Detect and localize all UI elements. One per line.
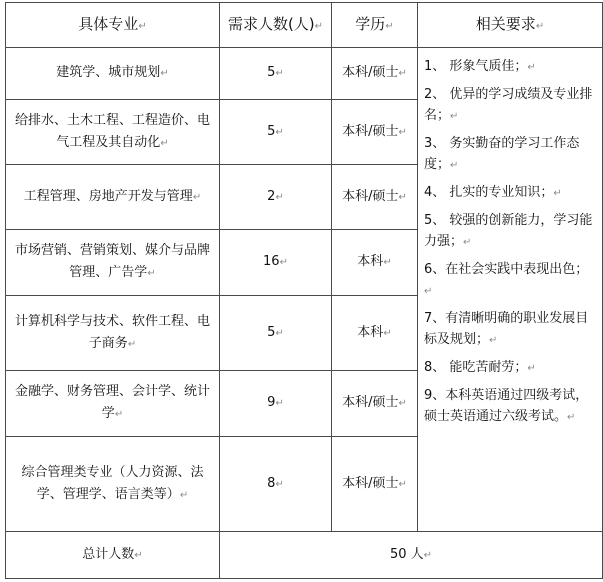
requirement-item: 8、 能吃苦耐劳；↵ <box>424 360 536 375</box>
education-cell: 本科↵ <box>332 230 418 296</box>
count-cell: 5↵ <box>220 100 332 165</box>
requirement-item: 7、有清晰明确的职业发展目标及规划；↵ <box>424 311 589 347</box>
requirement-item: 6、在社会实践中表现出色；↵ <box>424 262 589 297</box>
education-cell: 本科/硕士↵ <box>332 437 418 532</box>
table-row <box>6 48 603 100</box>
education-cell: 本科/硕士↵ <box>332 371 418 437</box>
count-cell: 5↵ <box>220 48 332 100</box>
requirement-item: 4、 扎实的专业知识；↵ <box>424 185 562 200</box>
header-education: 学历↵ <box>332 3 418 48</box>
requirement-item: 2、 优异的学习成绩及专业排名；↵ <box>424 87 593 123</box>
count-cell: 5↵ <box>220 296 332 371</box>
requirements-cell <box>418 48 603 532</box>
education-cell: 本科↵ <box>332 296 418 371</box>
total-label: 总计人数↵ <box>6 532 220 579</box>
count-cell: 9↵ <box>220 371 332 437</box>
requirement-item: 5、 较强的创新能力，学习能力强；↵ <box>424 213 593 249</box>
major-cell: 金融学、财务管理、会计学、统计学↵ <box>6 371 220 437</box>
total-value: 50 人↵ <box>220 532 603 579</box>
count-cell: 16↵ <box>220 230 332 296</box>
header-count: 需求人数(人)↵ <box>220 3 332 48</box>
major-cell: 给排水、土木工程、工程造价、电气工程及其自动化↵ <box>6 100 220 165</box>
header-major: 具体专业↵ <box>6 3 220 48</box>
requirement-item: 1、 形象气质佳；↵ <box>424 59 536 74</box>
education-cell: 本科/硕士↵ <box>332 100 418 165</box>
requirement-item: 9、本科英语通过四级考试，硕士英语通过六级考试。↵ <box>424 388 589 424</box>
education-cell: 本科/硕士↵ <box>332 48 418 100</box>
major-cell: 市场营销、营销策划、媒介与品牌管理、广告学↵ <box>6 230 220 296</box>
header-requirements: 相关要求↵ <box>418 3 603 48</box>
major-cell: 综合管理类专业（人力资源、法学、管理学、语言类等）↵ <box>6 437 220 532</box>
recruitment-table <box>5 2 603 579</box>
major-cell: 建筑学、城市规划↵ <box>6 48 220 100</box>
total-row <box>6 532 603 579</box>
count-cell: 8↵ <box>220 437 332 532</box>
major-cell: 计算机科学与技术、软件工程、电子商务↵ <box>6 296 220 371</box>
count-cell: 2↵ <box>220 165 332 230</box>
requirement-item: 3、 务实勤奋的学习工作态度；↵ <box>424 136 580 172</box>
major-cell: 工程管理、房地产开发与管理↵ <box>6 165 220 230</box>
header-row <box>6 3 603 48</box>
education-cell: 本科/硕士↵ <box>332 165 418 230</box>
